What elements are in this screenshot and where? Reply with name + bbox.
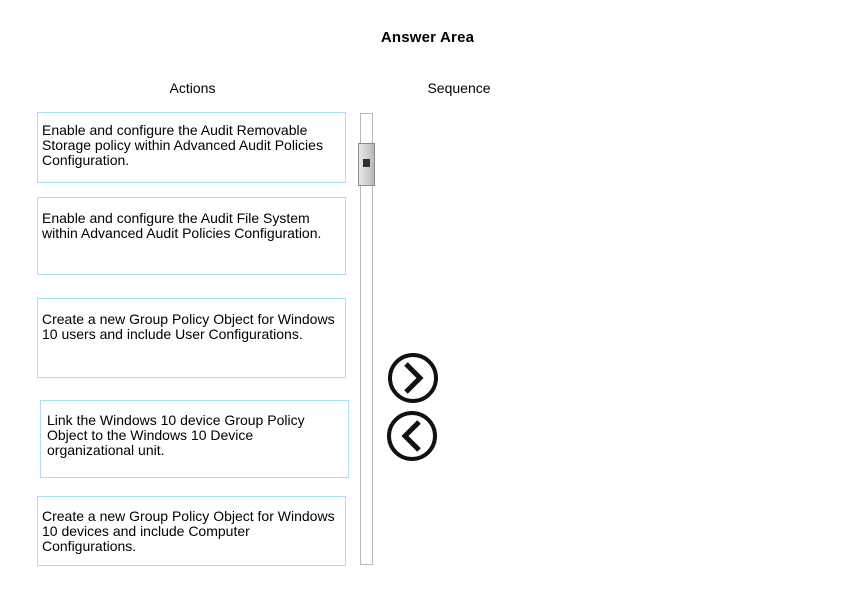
sequence-column-header: Sequence [427,80,491,96]
move-right-button[interactable] [387,352,439,404]
page-title: Answer Area [380,29,475,46]
actions-scrollbar[interactable] [360,113,373,565]
action-item[interactable]: Create a new Group Policy Object for Windows 10 users and include User Configurations. [37,298,346,378]
chevron-left-icon [386,410,438,462]
action-item[interactable]: Link the Windows 10 device Group Policy Object to the Windows 10 Device organizational unit. [40,400,349,478]
action-item[interactable]: Create a new Group Policy Object for Windows 10 devices and include Computer Configurations. [37,496,346,566]
move-left-button[interactable] [386,410,438,462]
chevron-right-icon [387,352,439,404]
action-item[interactable]: Enable and configure the Audit Removable Storage policy within Advanced Audit Policies Configuration. [37,112,346,183]
actions-column-header: Actions [169,80,216,96]
action-item[interactable]: Enable and configure the Audit File System within Advanced Audit Policies Configuration. [37,197,346,275]
scrollbar-thumb[interactable] [358,143,375,186]
